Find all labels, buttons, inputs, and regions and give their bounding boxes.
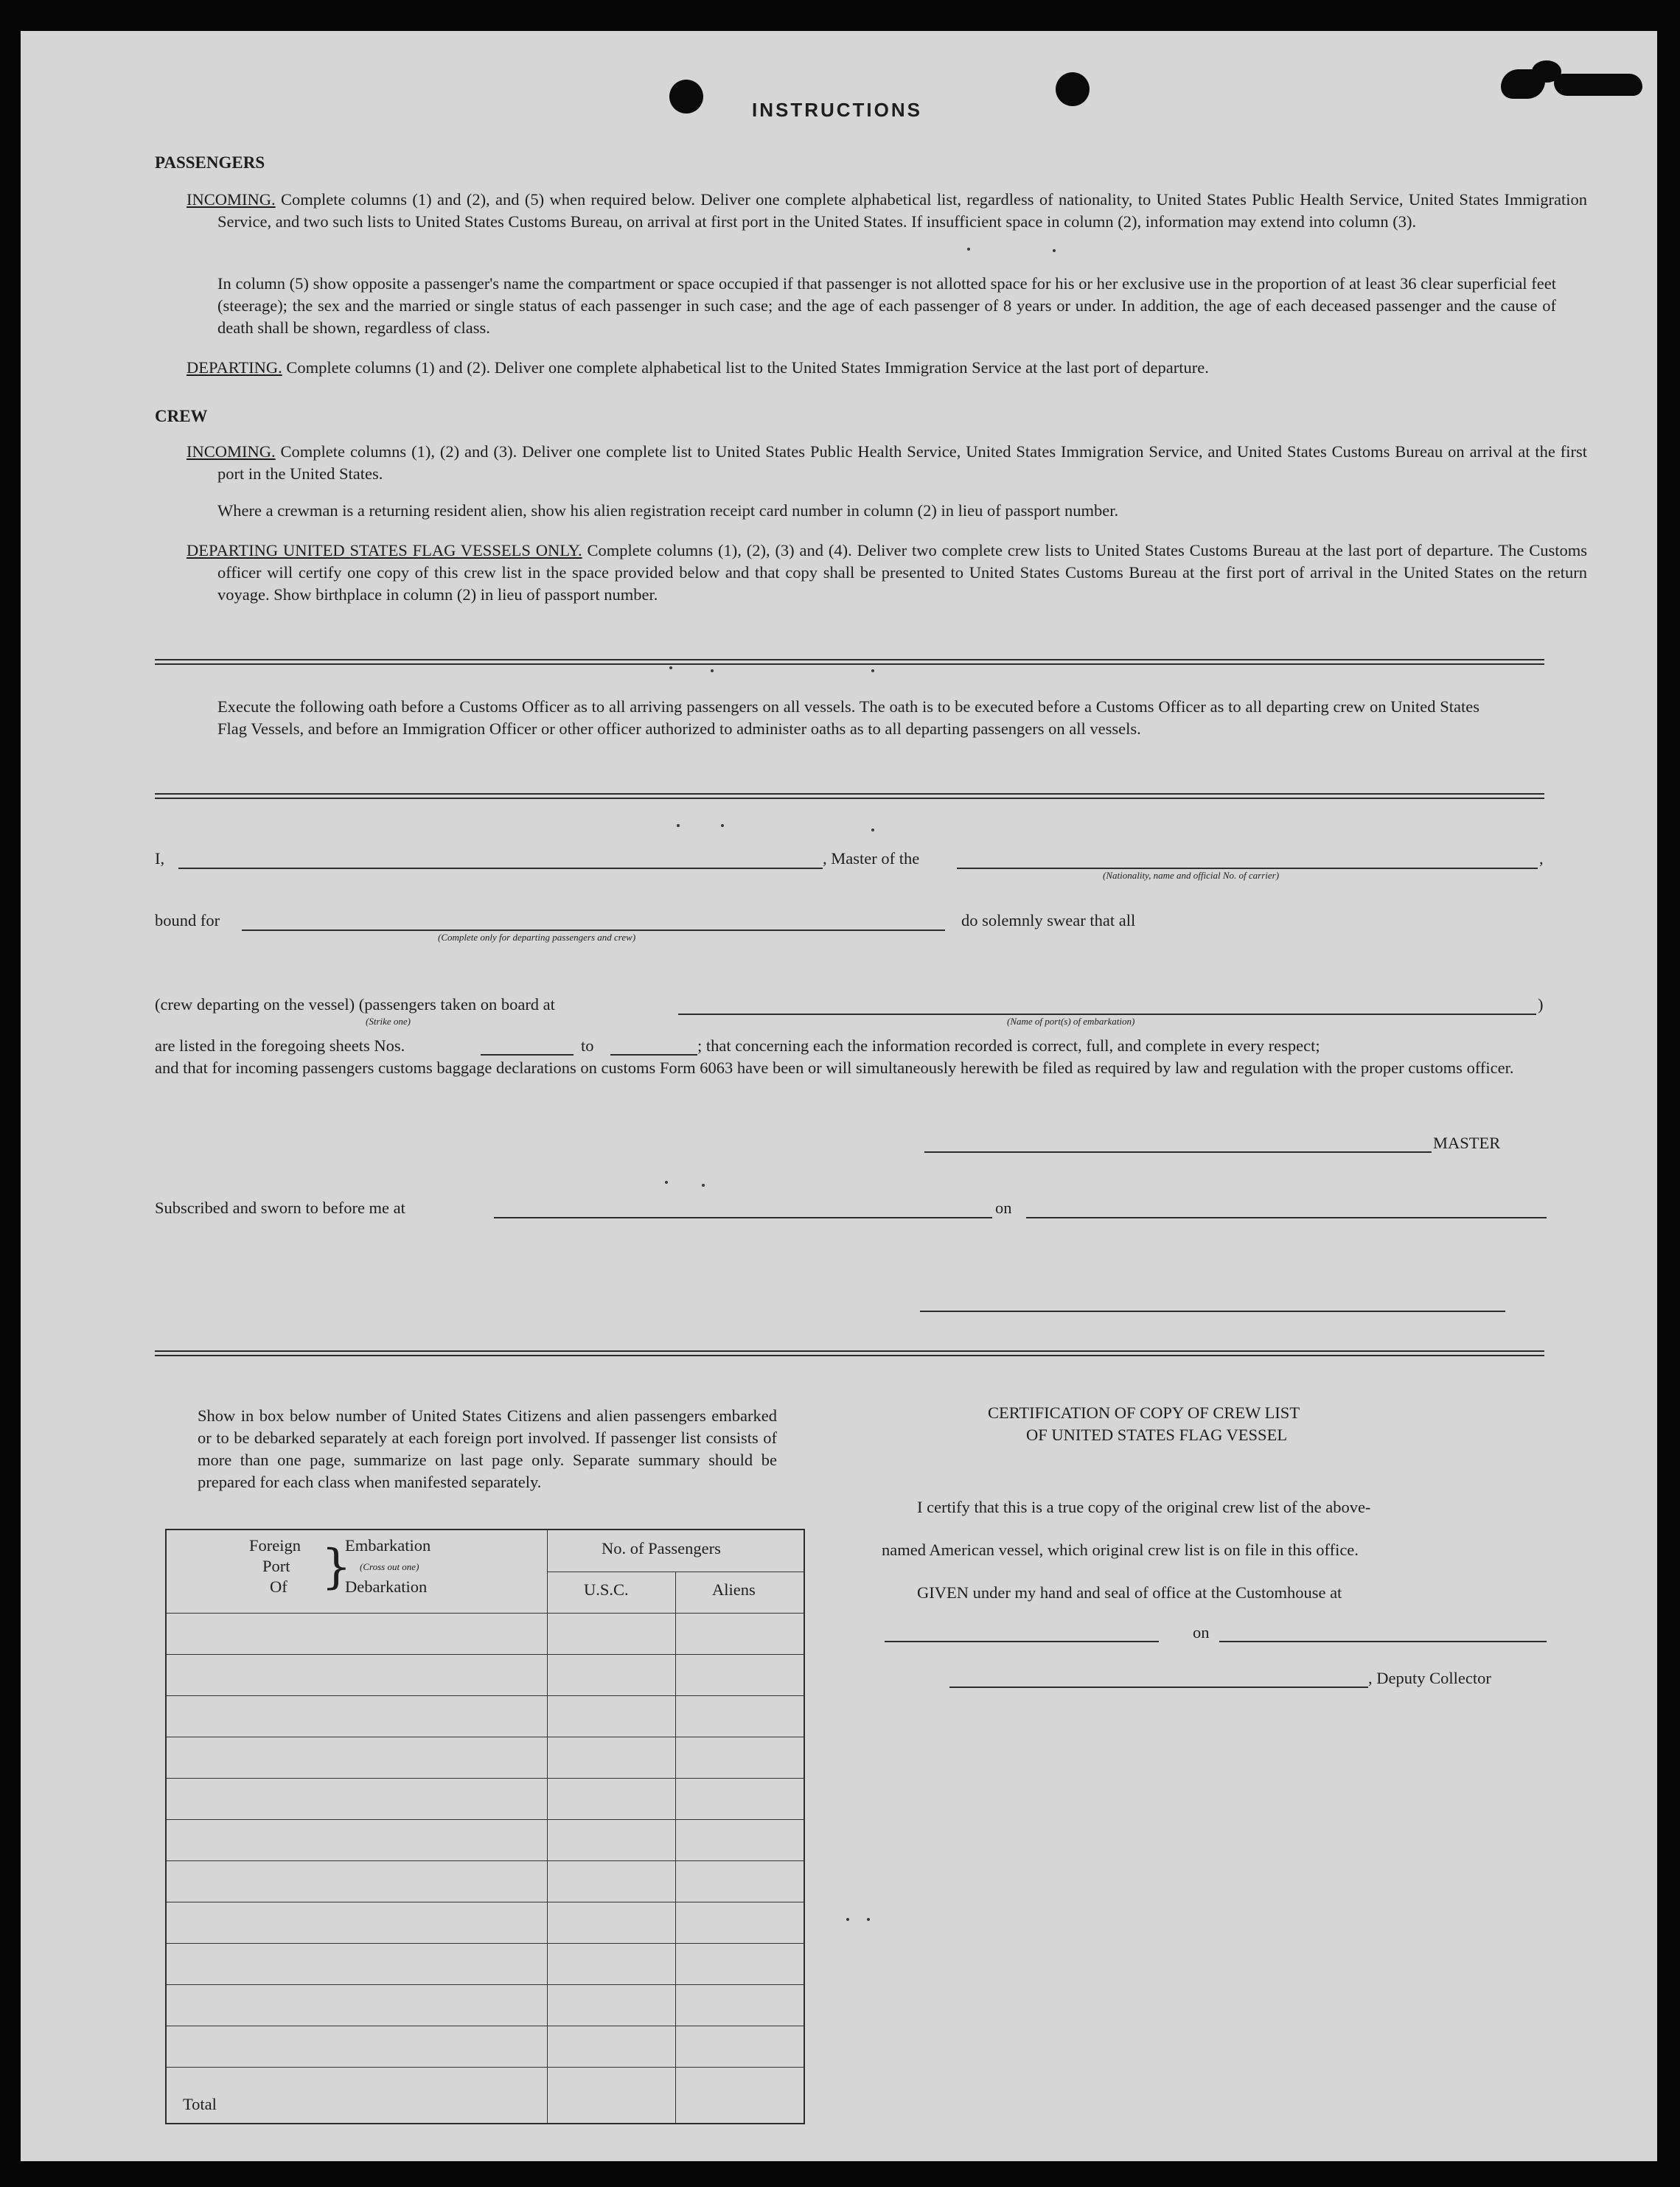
table-usc-header: U.S.C. [584, 1580, 629, 1599]
section-divider-1 [155, 659, 1544, 665]
sworn-date-field[interactable] [1026, 1217, 1547, 1218]
carrier-field[interactable] [957, 868, 1538, 869]
scan-speck [1053, 249, 1056, 252]
passengers-incoming-text: Complete columns (1) and (2), and (5) when required below. Deliver one complete alphabetical list, regardless of nationality, to United States Public Health Service, United States Immigration Service, and two such lists to United States Customs Bureau, on arrival at first port in the United States. If insufficient space in column (2), information may extend into column (3). [217, 190, 1588, 231]
carrier-caption: (Nationality, name and official No. of carrier) [1103, 870, 1280, 881]
listed-to-label: to [581, 1036, 594, 1055]
scan-speck [867, 1918, 870, 1921]
table-cross-out-caption: (Cross out one) [360, 1561, 419, 1572]
customhouse-field[interactable] [885, 1641, 1159, 1642]
bound-for-label: bound for [155, 911, 220, 929]
certification-on-label: on [1193, 1623, 1210, 1642]
crew-departing-paragraph [187, 540, 1587, 606]
master-of-the-label: , Master of the [823, 849, 920, 868]
passengers-departing-text: Complete columns (1) and (2). Deliver one complete alphabetical list to the United States Immigration Service at the last port of departure. [286, 358, 1209, 377]
crew-departing-text: Complete columns (1), (2), (3) and (4). Deliver two complete crew lists to United States Customs Bureau at the last port of departure. The Customs officer will certify one copy of this crew list in the space provided below and that copy shall be presented to United States Customs Bureau at the first port of arrival in the United States on the return voyage. Show birthplace in column (2) in lieu of passport number. [217, 541, 1588, 604]
subscribed-label: Subscribed and sworn to before me at [155, 1199, 405, 1217]
table-aliens-header: Aliens [712, 1580, 756, 1599]
table-row-line-6 [167, 1860, 804, 1861]
certification-date-field[interactable] [1219, 1641, 1547, 1642]
certification-line1: I certify that this is a true copy of the original crew list of the above- [917, 1498, 1371, 1516]
passengers-incoming-label: INCOMING. [187, 190, 276, 209]
form-sheet [21, 31, 1657, 2161]
passengers-heading: PASSENGERS [155, 153, 265, 172]
listed-sheets-suffix: ; that concerning each the information recorded is correct, full, and complete in every respect; [697, 1036, 1320, 1055]
table-port-label: Port [262, 1557, 290, 1575]
crew-departing-label: DEPARTING UNITED STATES FLAG VESSELS ONLY. [187, 541, 582, 559]
oath-intro-paragraph: Execute the following oath before a Customs Officer as to all arriving passengers on all vessels. The oath is to be executed before a Customs Officer as to all departing crew on United States Flag Vessels, and before an Immigration Officer or other officer authorized to administer oaths as to all departing passengers on all vessels. [217, 697, 1479, 738]
certification-title-line1: CERTIFICATION OF COPY OF CREW LIST [988, 1403, 1300, 1422]
table-row-line-8 [167, 1943, 804, 1944]
scan-speck [721, 824, 724, 827]
sheet-to-field[interactable] [610, 1054, 697, 1056]
embarkation-close-paren: ) [1538, 995, 1544, 1014]
table-total-label: Total [183, 2095, 217, 2113]
scan-speck [967, 248, 970, 251]
passenger-summary-table [165, 1529, 805, 2124]
master-name-field[interactable] [178, 868, 823, 869]
sworn-on-label: on [995, 1199, 1012, 1217]
section-divider-3 [155, 1350, 1544, 1356]
table-embarkation-label: Embarkation [345, 1536, 431, 1555]
scan-speck [702, 1184, 705, 1187]
carrier-comma: , [1539, 849, 1544, 868]
deputy-collector-label: , Deputy Collector [1368, 1669, 1491, 1687]
strike-one-caption: (Strike one) [366, 1016, 411, 1027]
table-row-line-9 [167, 1984, 804, 1985]
scan-speck [677, 824, 680, 827]
crew-incoming-label: INCOMING. [187, 442, 276, 461]
passengers-departing-label: DEPARTING. [187, 358, 282, 377]
summary-instructions: Show in box below number of United States Citizens and alien passengers embarked or to be debarked separately at each foreign port involved. If passenger list consists of more than one page, summarize on last page only. Separate summary should be prepared for each class when manifested separately. [198, 1406, 777, 1491]
master-label: MASTER [1433, 1134, 1501, 1152]
scan-speck [665, 1181, 668, 1184]
table-debarkation-label: Debarkation [345, 1577, 428, 1596]
table-row-line-5 [167, 1819, 804, 1820]
crew-departing-label-oath: (crew departing on the vessel) (passengers taken on board at [155, 995, 555, 1014]
scan-speck [871, 829, 874, 831]
master-signature-field[interactable] [924, 1151, 1432, 1153]
crew-heading: CREW [155, 407, 208, 425]
officer-signature-field[interactable] [920, 1311, 1505, 1312]
table-col-divider-1 [547, 1530, 548, 2123]
scan-speck [711, 669, 714, 672]
table-row-line-11 [167, 2067, 804, 2068]
certification-title-line2: OF UNITED STATES FLAG VESSEL [1026, 1426, 1288, 1444]
crew-incoming-paragraph [187, 441, 1587, 485]
passengers-column5-paragraph: In column (5) show opposite a passenger's name the compartment or space occupied if that passenger is not allotted space for his or her exclusive use in the proportion of at least 36 clear superficial feet (steerage); the sex and the married or single status of each passenger in such case; and the age of each passenger of 8 years or under. In addition, the age of each deceased passenger and the cause of death shall be shown, regardless of class. [217, 274, 1556, 337]
destination-caption: (Complete only for departing passengers and crew) [438, 932, 636, 943]
punch-hole-left [669, 80, 703, 114]
listed-sheets-prefix: are listed in the foregoing sheets Nos. [155, 1036, 405, 1055]
sworn-place-field[interactable] [494, 1217, 992, 1218]
certification-line3: GIVEN under my hand and seal of office at the Customhouse at [917, 1583, 1342, 1602]
oath-i-label: I, [155, 849, 165, 868]
scan-speck [669, 666, 672, 669]
table-row-line-4 [167, 1778, 804, 1779]
baggage-paragraph: and that for incoming passengers customs baggage declarations on customs Form 6063 have been or will simultaneously herewith be filed as required by law and regulation with the proper customs officer. [155, 1058, 1514, 1077]
table-of-label: Of [270, 1577, 287, 1596]
table-header-bottom [167, 1613, 804, 1614]
punch-hole-right [1056, 72, 1090, 106]
table-brace: } [321, 1540, 352, 1594]
embarkation-ports-field[interactable] [678, 1014, 1536, 1015]
table-no-passengers-header: No. of Passengers [602, 1539, 721, 1558]
swear-label: do solemnly swear that all [961, 911, 1136, 929]
page-title: INSTRUCTIONS [752, 99, 922, 121]
section-divider-2 [155, 793, 1544, 799]
scan-speck [871, 669, 874, 672]
crew-resident-paragraph: Where a crewman is a returning resident alien, show his alien registration receipt card number in column (2) in lieu of passport number. [217, 501, 1119, 520]
table-row-line-1 [167, 1654, 804, 1655]
sheet-from-field[interactable] [481, 1054, 574, 1056]
table-row-line-2 [167, 1695, 804, 1696]
embarkation-ports-caption: (Name of port(s) of embarkation) [1007, 1016, 1135, 1027]
scan-speck [846, 1918, 849, 1921]
corner-ink-blot-3 [1554, 74, 1642, 96]
passengers-incoming-paragraph [187, 189, 1587, 233]
table-foreign-label: Foreign [249, 1536, 301, 1555]
passengers-departing-paragraph [187, 357, 1556, 379]
destination-field[interactable] [242, 929, 945, 931]
deputy-collector-signature-field[interactable] [949, 1687, 1368, 1688]
crew-incoming-text: Complete columns (1), (2) and (3). Deliver one complete list to United States Public Health Service, United States Immigration Service, and United States Customs Bureau on arrival at the first port in the United States. [217, 442, 1588, 483]
certification-line2: named American vessel, which original crew list is on file in this office. [882, 1541, 1359, 1559]
